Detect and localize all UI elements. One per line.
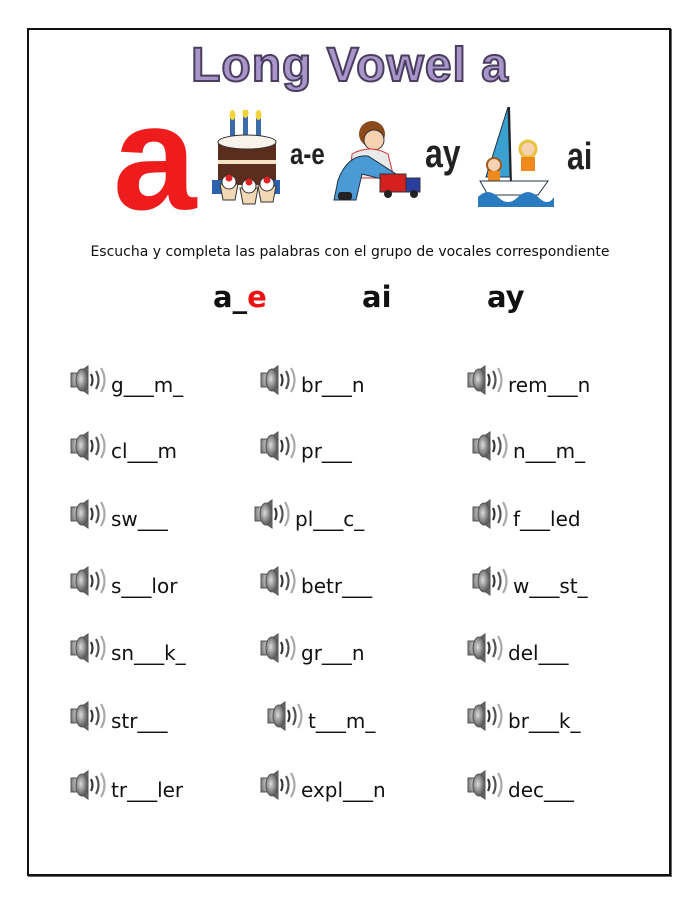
word-item bbox=[258, 630, 365, 664]
word-item bbox=[68, 496, 168, 530]
vowel-group-a-e: a_e bbox=[213, 280, 267, 314]
speaker-audio-icon[interactable] bbox=[68, 498, 111, 530]
speaker-audio-icon[interactable] bbox=[265, 700, 308, 732]
sailboat-picture bbox=[478, 105, 554, 209]
speaker-audio-icon[interactable] bbox=[465, 700, 508, 732]
word-blank-text: gr___n bbox=[301, 641, 365, 665]
worksheet-title: Long Vowel a bbox=[191, 39, 509, 92]
speaker-audio-icon[interactable] bbox=[68, 565, 111, 597]
speaker-audio-icon[interactable] bbox=[258, 364, 301, 396]
vowel-group-ai: ai bbox=[362, 280, 392, 314]
word-item bbox=[68, 698, 167, 732]
word-blank-text: str___ bbox=[111, 709, 168, 733]
speaker-audio-icon[interactable] bbox=[465, 632, 508, 664]
speaker-audio-icon[interactable] bbox=[470, 430, 513, 462]
word-item bbox=[68, 767, 183, 801]
word-blank-text: w___st_ bbox=[513, 574, 588, 598]
word-item bbox=[470, 428, 585, 462]
speaker-audio-icon[interactable] bbox=[252, 498, 295, 530]
word-item bbox=[465, 362, 590, 396]
word-item bbox=[68, 630, 186, 664]
instructions: Escucha y completa las palabras con el grupo de vocales correspondiente bbox=[90, 244, 610, 260]
word-blank-text: t___m_ bbox=[308, 709, 376, 733]
label-ay: ay bbox=[425, 132, 461, 176]
word-blank-text: br___n bbox=[301, 373, 365, 397]
label-ai: ai bbox=[567, 136, 593, 178]
word-blank-text: expl___n bbox=[301, 778, 386, 802]
word-blank-text: cl___m bbox=[111, 439, 178, 463]
word-item bbox=[470, 563, 588, 597]
cake-picture bbox=[210, 110, 282, 205]
speaker-audio-icon[interactable] bbox=[470, 565, 513, 597]
speaker-audio-icon[interactable] bbox=[68, 700, 111, 732]
big-letter-a: a bbox=[113, 73, 197, 241]
word-blank-text: dec___ bbox=[508, 778, 574, 802]
word-blank-text: pr___ bbox=[301, 439, 352, 463]
word-item bbox=[265, 698, 375, 732]
boy-with-toy-truck-picture bbox=[330, 118, 426, 206]
vowel-group-ay: ay bbox=[487, 280, 525, 314]
word-blank-text: f___led bbox=[513, 507, 581, 531]
word-blank-text: betr___ bbox=[301, 574, 373, 598]
word-blank-text: n___m_ bbox=[513, 439, 586, 463]
word-item bbox=[470, 496, 581, 530]
word-blank-text: del___ bbox=[508, 641, 569, 665]
word-item bbox=[258, 563, 372, 597]
speaker-audio-icon[interactable] bbox=[68, 632, 111, 664]
label-a-e: a-e bbox=[290, 138, 325, 171]
word-blank-text: pl___c_ bbox=[295, 507, 365, 531]
speaker-audio-icon[interactable] bbox=[258, 430, 301, 462]
speaker-audio-icon[interactable] bbox=[258, 769, 301, 801]
word-blank-text: tr___ler bbox=[111, 778, 184, 802]
speaker-audio-icon[interactable] bbox=[258, 632, 301, 664]
word-item bbox=[465, 767, 574, 801]
word-blank-text: rem___n bbox=[508, 373, 591, 397]
word-blank-text: sw___ bbox=[111, 507, 168, 531]
word-item bbox=[258, 362, 365, 396]
speaker-audio-icon[interactable] bbox=[465, 769, 508, 801]
speaker-audio-icon[interactable] bbox=[68, 769, 111, 801]
word-item bbox=[258, 428, 352, 462]
word-item bbox=[68, 428, 177, 462]
word-item bbox=[68, 563, 177, 597]
word-blank-text: s___lor bbox=[111, 574, 178, 598]
word-blank-text: g___m_ bbox=[111, 373, 184, 397]
speaker-audio-icon[interactable] bbox=[68, 364, 111, 396]
word-item bbox=[68, 362, 183, 396]
speaker-audio-icon[interactable] bbox=[470, 498, 513, 530]
word-item bbox=[465, 698, 581, 732]
word-item bbox=[252, 496, 364, 530]
speaker-audio-icon[interactable] bbox=[258, 565, 301, 597]
speaker-audio-icon[interactable] bbox=[465, 364, 508, 396]
word-item bbox=[465, 630, 569, 664]
speaker-audio-icon[interactable] bbox=[68, 430, 111, 462]
word-blank-text: br___k_ bbox=[508, 709, 581, 733]
word-blank-text: sn___k_ bbox=[111, 641, 186, 665]
word-item bbox=[258, 767, 386, 801]
